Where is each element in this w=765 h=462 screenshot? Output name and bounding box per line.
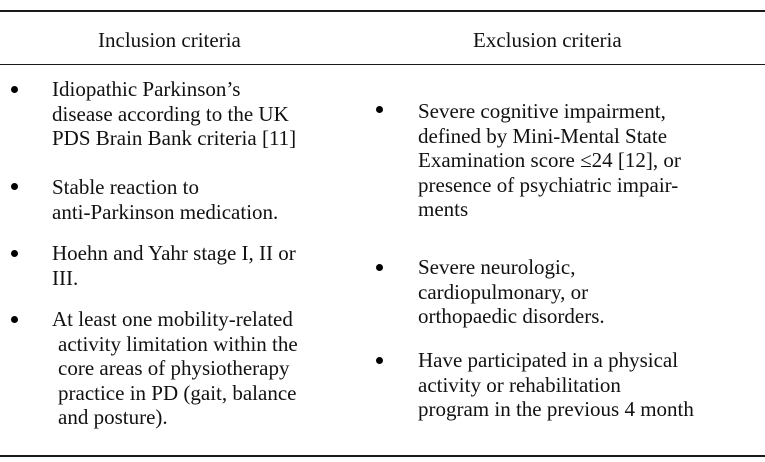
bullet-icon bbox=[11, 86, 18, 93]
exclusion-item-2: Severe neurologic, cardiopulmonary, or orthopaedic disorders. bbox=[418, 255, 605, 328]
inclusion-item-2: Stable reaction to anti-Parkinson medication. bbox=[52, 175, 279, 224]
inclusion-item-1: Idiopathic Parkinson’s disease according to the UK PDS Brain Bank criteria [11] bbox=[52, 77, 297, 150]
bullet-icon bbox=[11, 316, 18, 323]
inclusion-item-4: At least one mobility-related activity limitation within the core areas of physiotherapy practice in PD (gait, balance and posture). bbox=[52, 307, 298, 429]
bullet-icon bbox=[11, 183, 18, 190]
exclusion-criteria-header: Exclusion criteria bbox=[473, 28, 622, 52]
inclusion-item-3: Hoehn and Yahr stage I, II or III. bbox=[52, 241, 296, 290]
bullet-icon bbox=[376, 106, 383, 113]
table-top-rule bbox=[0, 10, 765, 12]
exclusion-item-1: Severe cognitive impairment, defined by Mini-Mental State Examination score ≤24 [12], or presence of psychiatric impair- ments bbox=[418, 99, 681, 221]
inclusion-criteria-header: Inclusion criteria bbox=[98, 28, 241, 52]
bullet-icon bbox=[376, 357, 383, 364]
exclusion-item-3: Have participated in a physical activity or rehabilitation program in the previous 4 month bbox=[418, 348, 694, 421]
table-bottom-rule bbox=[0, 455, 765, 457]
bullet-icon bbox=[376, 264, 383, 271]
table-header-rule bbox=[0, 64, 765, 65]
bullet-icon bbox=[11, 250, 18, 257]
